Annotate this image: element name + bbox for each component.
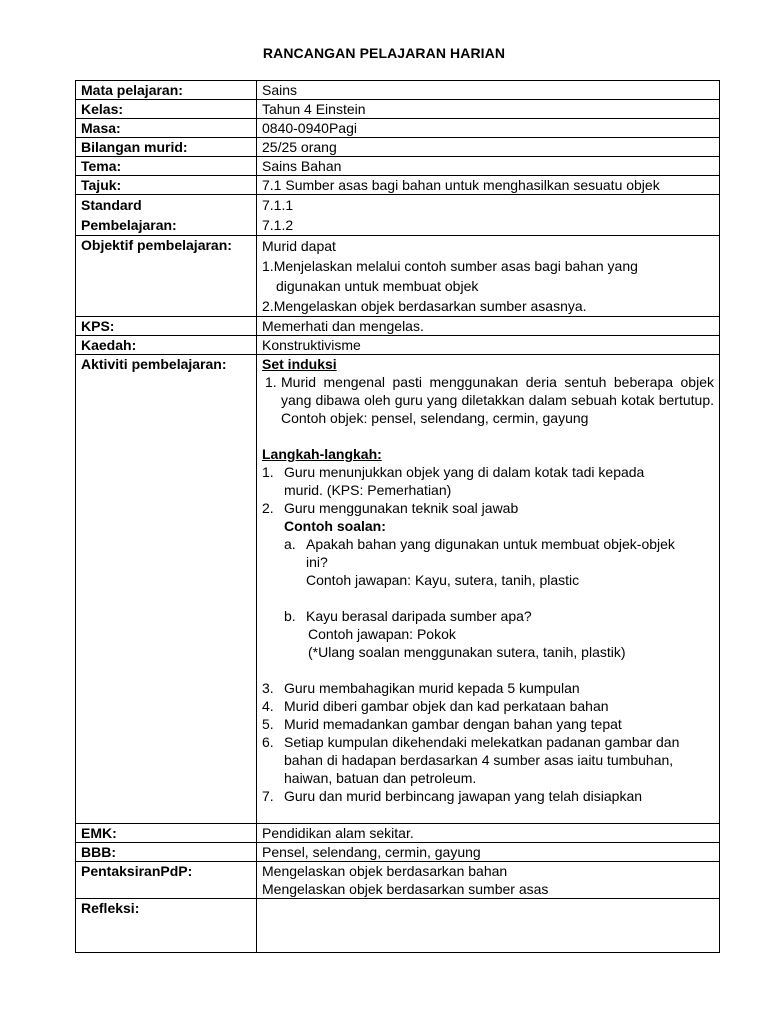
value-pentaksiran (257, 862, 720, 899)
value-refleksi (257, 899, 720, 953)
langkah-item-1-text-a: Guru menunjukkan objek yang di dalam kotak tadi kepada (284, 464, 645, 480)
value-kps: Memerhati dan mengelas. (257, 317, 720, 336)
objektif-item-2-text: Mengelaskan objek berdasarkan sumber asasnya. (273, 298, 587, 314)
row-masa (76, 119, 720, 138)
langkah-item-6-num: 6. (262, 734, 274, 750)
langkah-item-5-num: 5. (262, 716, 274, 732)
row-tajuk (76, 176, 720, 195)
label-bbb: BBB: (76, 843, 257, 862)
value-tajuk: 7.1 Sumber asas bagi bahan untuk menghasilkan sesuatu objek (257, 176, 720, 195)
langkah-item-2 (262, 499, 714, 535)
value-emk: Pendidikan alam sekitar. (257, 824, 720, 843)
induksi-item-1-num: 1. (265, 374, 277, 390)
row-kelas (76, 100, 720, 119)
langkah-item-3-text: Guru membahagikan murid kepada 5 kumpulan (284, 680, 580, 696)
label-tema: Tema: (76, 157, 257, 176)
standard-value-1: 7.1.1 (262, 197, 294, 213)
row-kps (76, 317, 720, 336)
soalan-b-text: Kayu berasal daripada sumber apa? (306, 608, 532, 624)
row-refleksi (76, 899, 720, 953)
label-bilangan-murid: Bilangan murid: (76, 138, 257, 157)
langkah-item-7-num: 7. (262, 788, 274, 804)
objektif-item-1-num: 1. (262, 258, 274, 274)
label-tajuk: Tajuk: (76, 176, 257, 195)
langkah-item-1 (262, 463, 714, 499)
lesson-plan-table (75, 80, 720, 953)
value-standard (257, 195, 720, 236)
langkah-item-7 (262, 787, 714, 805)
value-objektif (257, 236, 720, 317)
langkah-item-4-text: Murid diberi gambar objek dan kad perkataan bahan (284, 698, 609, 714)
soalan-a-num: a. (284, 536, 296, 552)
langkah-item-4 (262, 697, 714, 715)
langkah-list (262, 463, 714, 535)
langkah-heading: Langkah-langkah: (262, 446, 382, 462)
label-masa: Masa: (76, 119, 257, 138)
objektif-item-2 (262, 296, 714, 316)
soalan-a-text-b: ini? (306, 554, 328, 570)
label-kelas: Kelas: (76, 100, 257, 119)
label-pentaksiran: PentaksiranPdP: (76, 862, 257, 899)
standard-value-2: 7.1.2 (262, 217, 294, 233)
value-kaedah: Konstruktivisme (257, 336, 720, 355)
langkah-item-5 (262, 715, 714, 733)
contoh-soalan-heading: Contoh soalan: (284, 518, 386, 534)
langkah-item-5-text: Murid memadankan gambar dengan bahan yang tepat (284, 716, 622, 732)
soalan-b-note: (*Ulang soalan menggunakan sutera, tanih, plastik) (308, 644, 626, 660)
langkah-item-7-text: Guru dan murid berbincang jawapan yang telah disiapkan (284, 788, 643, 804)
langkah-item-6 (262, 733, 714, 787)
label-refleksi: Refleksi: (76, 899, 257, 953)
soalan-a-text-a: Apakah bahan yang digunakan untuk membuat objek-objek (306, 536, 675, 552)
soalan-b (262, 607, 714, 661)
soalan-a-answer: Contoh jawapan: Kayu, sutera, tanih, plastic (306, 572, 580, 588)
row-kaedah (76, 336, 720, 355)
objektif-intro: Murid dapat (262, 238, 336, 254)
soalan-b-answer: Contoh jawapan: Pokok (308, 626, 456, 642)
value-bilangan-murid: 25/25 orang (257, 138, 720, 157)
label-emk: EMK: (76, 824, 257, 843)
row-mata-pelajaran (76, 81, 720, 100)
langkah-item-2-num: 2. (262, 500, 274, 516)
langkah-item-1-num: 1. (262, 464, 274, 480)
label-standard-line1: Standard (81, 197, 142, 213)
row-objektif (76, 236, 720, 317)
row-standard (76, 195, 720, 236)
langkah-item-3 (262, 679, 714, 697)
row-bilangan-murid (76, 138, 720, 157)
soalan-b-num: b. (284, 608, 296, 624)
page-title: RANCANGAN PELAJARAN HARIAN (262, 45, 506, 61)
row-bbb (76, 843, 720, 862)
value-bbb: Pensel, selendang, cermin, gayung (257, 843, 720, 862)
value-mata-pelajaran: Sains (257, 81, 720, 100)
row-pentaksiran (76, 862, 720, 899)
objektif-item-2-num: 2. (262, 298, 274, 314)
value-aktiviti (257, 355, 720, 824)
label-mata-pelajaran: Mata pelajaran: (76, 81, 257, 100)
value-kelas: Tahun 4 Einstein (257, 100, 720, 119)
langkah-item-2-text: Guru menggunakan teknik soal jawab (284, 500, 519, 516)
row-aktiviti (76, 355, 720, 824)
langkah-item-6-text-b: bahan di hadapan berdasarkan 4 sumber asas iaitu tumbuhan, (284, 752, 674, 768)
langkah-item-3-num: 3. (262, 680, 274, 696)
langkah-item-6-text-a: Setiap kumpulan dikehendaki melekatkan padanan gambar dan (284, 734, 680, 750)
pentaksiran-value-1: Mengelaskan objek berdasarkan bahan (262, 863, 508, 879)
label-kps: KPS: (76, 317, 257, 336)
langkah-list-continued (262, 679, 714, 805)
label-objektif: Objektif pembelajaran: (76, 236, 257, 317)
value-masa: 0840-0940Pagi (257, 119, 720, 138)
langkah-item-4-num: 4. (262, 698, 274, 714)
label-standard-line2: Pembelajaran: (81, 217, 177, 233)
pentaksiran-value-2: Mengelaskan objek berdasarkan sumber asas (262, 881, 549, 897)
induksi-item-1-text: Murid mengenal pasti menggunakan deria sentuh beberapa objek yang dibawa oleh guru yang diletakkan dalam sebuah kotak bertutup. Contoh objek: pensel, selendang, cermin, gayung (281, 374, 714, 426)
value-tema: Sains Bahan (257, 157, 720, 176)
objektif-item-1-text-a: Menjelaskan melalui contoh sumber asas bagi bahan yang (273, 258, 638, 274)
objektif-item-1-cont: digunakan untuk membuat objek (276, 278, 479, 294)
objektif-item-1 (262, 256, 714, 276)
induksi-item-1 (262, 373, 714, 427)
langkah-item-1-text-b: murid. (KPS: Pemerhatian) (284, 482, 452, 498)
label-standard (76, 195, 257, 236)
label-kaedah: Kaedah: (76, 336, 257, 355)
set-induksi-heading: Set induksi (262, 356, 337, 372)
label-aktiviti: Aktiviti pembelajaran: (76, 355, 257, 824)
langkah-item-6-text-c: haiwan, batuan dan petroleum. (284, 770, 477, 786)
row-tema (76, 157, 720, 176)
row-emk (76, 824, 720, 843)
soalan-a (262, 535, 714, 589)
